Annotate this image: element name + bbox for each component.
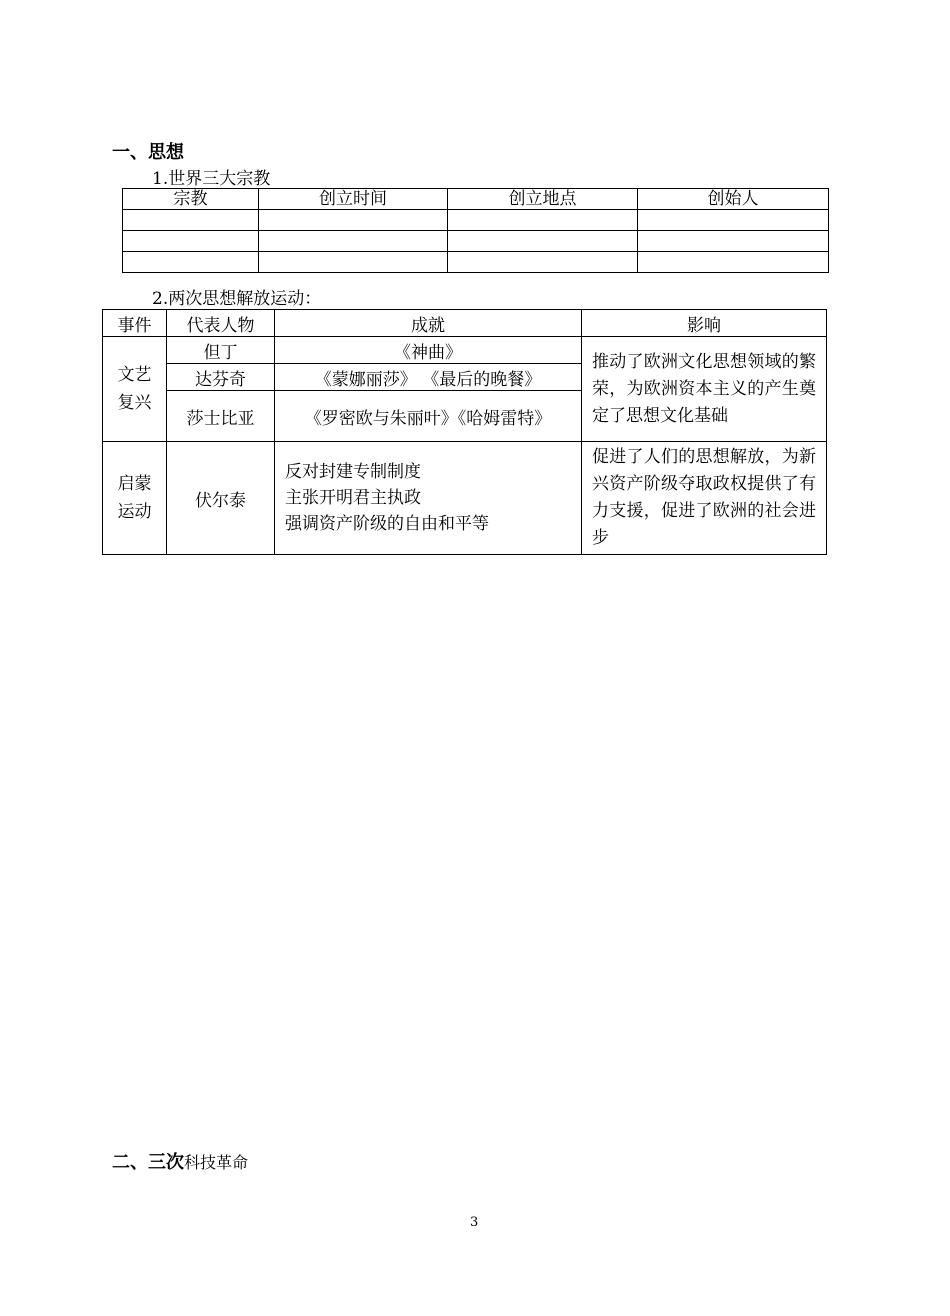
table-cell (638, 210, 829, 231)
header-founded-place: 创立地点 (448, 189, 638, 210)
impact-enlightenment: 促进了人们的思想解放，为新兴资产阶级夺取政权提供了有力支援，促进了欧洲的社会进步 (582, 442, 827, 555)
table-row (103, 337, 827, 364)
work-divine-comedy: 《神曲》 (275, 337, 582, 364)
work-mona-lisa: 《蒙娜丽莎》 《最后的晚餐》 (275, 364, 582, 391)
table-cell (259, 231, 448, 252)
table-cell (638, 252, 829, 273)
person-dante: 但丁 (167, 337, 275, 364)
table-row (123, 252, 829, 273)
header-impact: 影响 (582, 310, 827, 337)
table-cell (123, 252, 259, 273)
impact-renaissance: 推动了欧洲文化思想领域的繁荣，为欧洲资本主义的产生奠定了思想文化基础 (582, 337, 827, 442)
subsection-2-title: 2.两次思想解放运动： (152, 289, 322, 309)
table-cell (448, 210, 638, 231)
person-voltaire: 伏尔泰 (167, 442, 275, 555)
achievement-line: 主张开明君主执政 (285, 488, 421, 508)
work-romeo-hamlet: 《罗密欧与朱丽叶》《哈姆雷特》 (275, 391, 582, 442)
table-cell (259, 210, 448, 231)
person-da-vinci: 达芬奇 (167, 364, 275, 391)
table-row (123, 210, 829, 231)
table-cell (448, 231, 638, 252)
achievement-line: 强调资产阶级的自由和平等 (285, 514, 489, 534)
table-row (123, 231, 829, 252)
subsection-1-title: 1.世界三大宗教 (152, 169, 271, 189)
event-renaissance (103, 337, 167, 442)
table-cell (448, 252, 638, 273)
table-cell (123, 231, 259, 252)
table-cell (123, 210, 259, 231)
person-shakespeare: 莎士比亚 (167, 391, 275, 442)
enlightenment-achievements (275, 442, 582, 555)
section-2-title-bold: 二、三次 (112, 1152, 184, 1173)
header-achievements: 成就 (275, 310, 582, 337)
page-number: 3 (470, 1215, 479, 1230)
religions-table (122, 188, 829, 273)
table-cell (638, 231, 829, 252)
header-event: 事件 (103, 310, 167, 337)
table-row (103, 442, 827, 555)
event-enlightenment-label: 启蒙运动 (117, 474, 152, 522)
section-2-title-normal: 科技革命 (184, 1153, 249, 1172)
section-1-title: 一、思想 (112, 142, 184, 163)
event-enlightenment (103, 442, 167, 555)
header-founder: 创始人 (638, 189, 829, 210)
table-header-row (123, 189, 829, 210)
header-founded-time: 创立时间 (259, 189, 448, 210)
section-2-title (112, 1148, 248, 1174)
table-header-row (103, 310, 827, 337)
liberation-movements-table (102, 309, 827, 555)
achievement-line: 反对封建专制制度 (285, 462, 421, 482)
header-representatives: 代表人物 (167, 310, 275, 337)
header-religion: 宗教 (123, 189, 259, 210)
event-renaissance-label: 文艺复兴 (117, 365, 152, 413)
table-cell (259, 252, 448, 273)
